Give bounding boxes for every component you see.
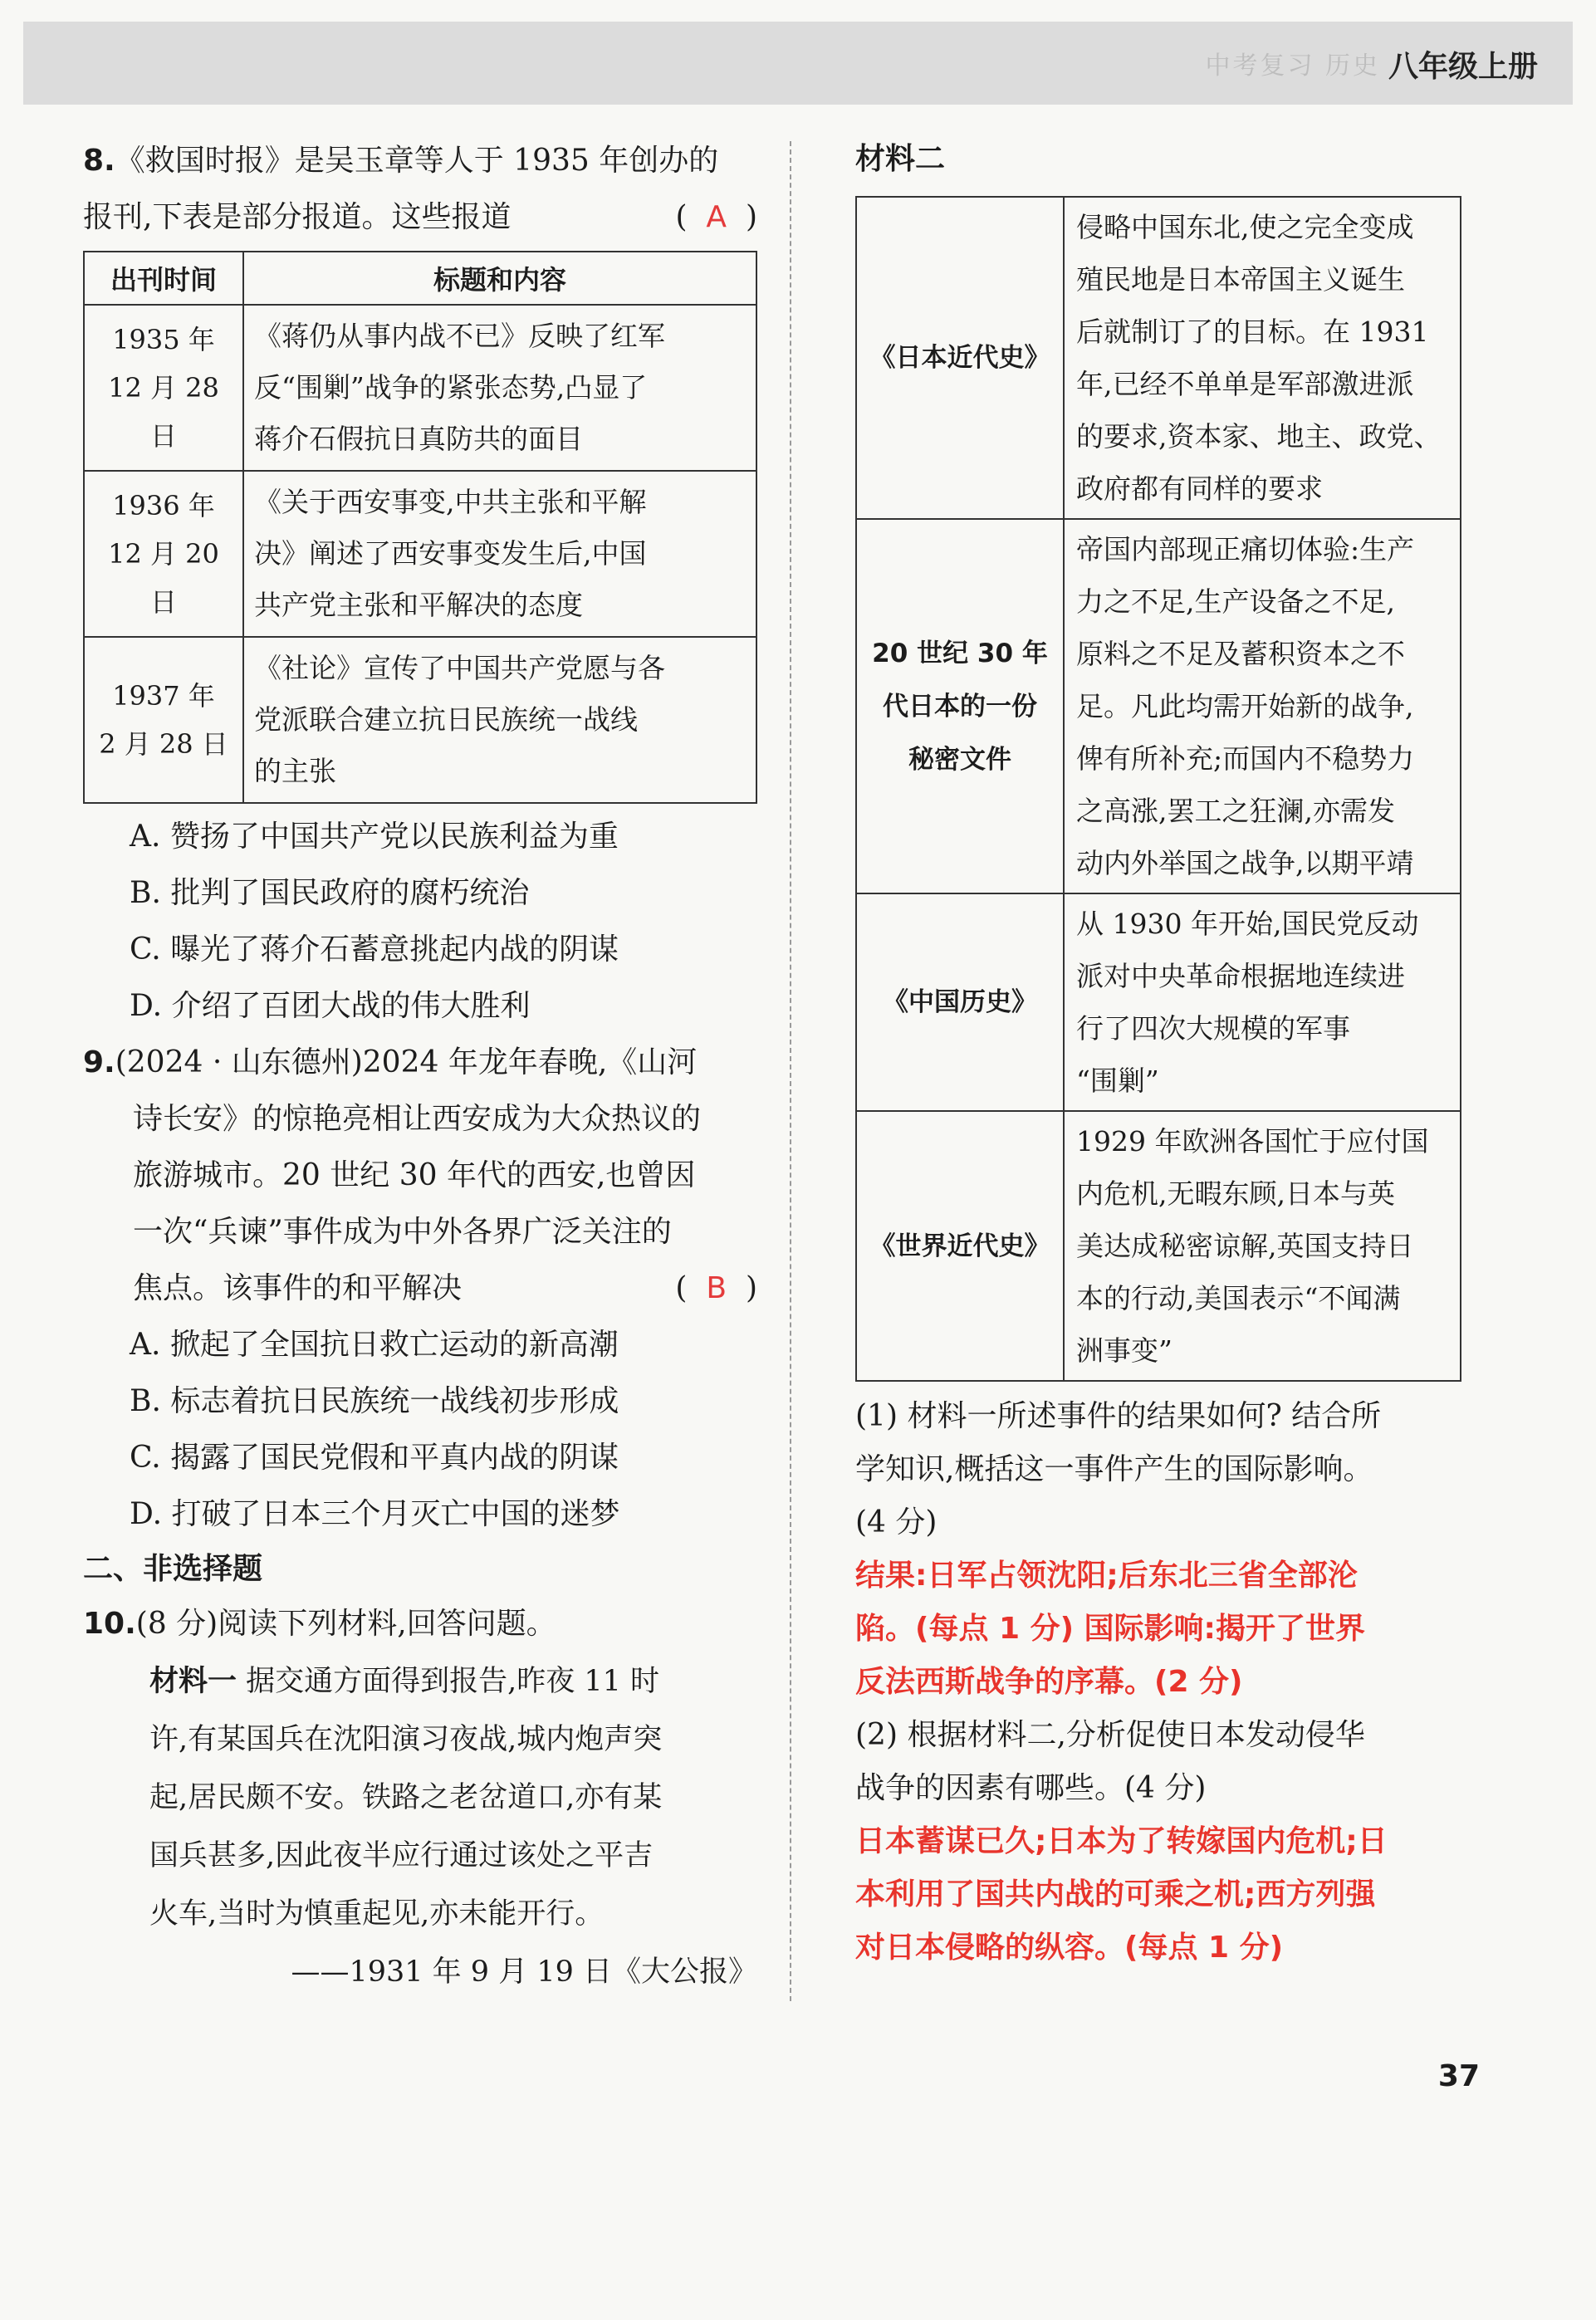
question-8 <box>83 133 757 1035</box>
table-header: 标题和内容 <box>243 252 756 305</box>
question-number: 8. <box>83 144 115 178</box>
answer-mark: A <box>706 200 727 234</box>
content-cell: 帝国内部现正痛切体验:生产 力之不足,生产设备之不足, 原料之不足及蓄积资本之不 足。凡此均需开始新的战争, 俾有所补充;而国内不稳势力 之高涨,罢工之狂澜,亦需发 动内外举国之战争,以期平靖 <box>1064 519 1461 893</box>
section-title: 二、非选择题 <box>83 1552 263 1586</box>
table-row <box>84 637 756 803</box>
source-cell: 《中国历史》 <box>856 893 1064 1111</box>
material-label: 材料一 <box>149 1665 237 1698</box>
header-title: 八年级上册 <box>1388 50 1538 84</box>
table-row <box>856 1111 1461 1381</box>
sub-question-2: (2) 根据材料二,分析促使日本发动侵华 战争的因素有哪些。(4 分) 日本蓄谋已久;日本为了转嫁国内危机;日 本利用了国共内战的可乘之机;西方列强 对日本侵略的纵容。(每点 1 分) <box>855 1709 1461 1975</box>
source-cell: 20 世纪 30 年 代日本的一份 秘密文件 <box>856 519 1064 893</box>
question-number: 9. <box>83 1045 115 1079</box>
answer-mark: B <box>706 1271 727 1305</box>
option-c: C. 揭露了国民党假和平真内战的阴谋 <box>130 1441 619 1475</box>
question-text: 《救国时报》是吴玉章等人于 1935 年创办的 <box>115 144 719 178</box>
table-row <box>856 197 1461 519</box>
answer-text: 日本蓄谋已久;日本为了转嫁国内危机;日 <box>855 1824 1388 1858</box>
option-a: A. 赞扬了中国共产党以民族利益为重 <box>130 820 619 854</box>
material-one: 材料一 据交通方面得到报告,昨夜 11 时 许,有某国兵在沈阳演习夜战,城内炮声突 起,居民颇不安。铁路之老岔道口,亦有某 国兵甚多,因此夜半应行通过该处之平吉 火车,当时为慎重起见,亦未能开行。 <box>149 1665 663 1931</box>
source-cell: 《日本近代史》 <box>856 197 1064 519</box>
option-c: C. 曝光了蒋介石蓄意挑起内战的阴谋 <box>130 932 619 967</box>
date-cell: 1937 年 2 月 28 日 <box>84 637 243 803</box>
table-header-row <box>84 252 756 305</box>
table-header: 出刊时间 <box>84 252 243 305</box>
content-cell: 《关于西安事变,中共主张和平解 决》阐述了西安事变发生后,中国 共产党主张和平解决的态度 <box>243 471 756 637</box>
page-number: 37 <box>1437 2059 1480 2093</box>
table-row <box>856 519 1461 893</box>
option-b: B. 批判了国民政府的腐朽统治 <box>130 876 530 910</box>
answer-text: 对日本侵略的纵容。(每点 1 分) <box>855 1931 1284 1965</box>
date-cell: 1935 年 12 月 28 日 <box>84 305 243 471</box>
table-row <box>84 471 756 637</box>
content-cell: 从 1930 年开始,国民党反动 派对中央革命根据地连续进 行了四次大规模的军事 “围剿” <box>1064 893 1461 1111</box>
option-b: B. 标志着抗日民族统一战线初步形成 <box>130 1384 619 1418</box>
option-d: D. 打破了日本三个月灭亡中国的迷梦 <box>130 1497 620 1531</box>
content-cell: 1929 年欧洲各国忙于应付国 内危机,无暇东顾,日本与英 美达成秘密谅解,英国支持日 本的行动,美国表示“不闻满 洲事变” <box>1064 1111 1461 1381</box>
question-9: 9.(2024 · 山东德州)2024 年龙年春晚,《山河 诗长安》的惊艳亮相让西安成为大众热议的 旅游城市。20 世纪 30 年代的西安,也曾因 一次“兵谏”事件成为中外各界广泛关注的 焦点。该事件的和平解决 ( B ) A. 掀起了全国抗日救亡运动的新高潮 B. 标志着抗日民族统一战线初步形成 C. 揭露了国民党假和平真内战的阴谋 D. 打破了日本三个月灭亡中国的迷梦 <box>83 1035 757 1543</box>
answer-text: 反法西斯战争的序幕。(2 分) <box>855 1665 1243 1699</box>
answer-bracket: ( B ) <box>675 1260 757 1317</box>
column-divider <box>790 141 791 2001</box>
table-row <box>84 305 756 471</box>
content-cell: 侵略中国东北,使之完全变成 殖民地是日本帝国主义诞生 后就制订了的目标。在 1931 年,已经不单单是军部激进派 的要求,资本家、地主、政党、 政府都有同样的要求 <box>1064 197 1461 519</box>
answer-text: 陷。(每点 1 分) 国际影响:揭开了世界 <box>855 1612 1365 1646</box>
question-10: 10.(8 分)阅读下列材料,回答问题。 材料一 据交通方面得到报告,昨夜 11 时 许,有某国兵在沈阳演习夜战,城内炮声突 起,居民颇不安。铁路之老岔道口,亦有某 国兵甚多,因此夜半应行通过该处之平吉 火车,当时为慎重起见,亦未能开行。 ——1931 年 9 月 19 日《大公报》 <box>83 1596 757 2001</box>
left-column <box>83 133 757 2001</box>
content-cell: 《社论》宣传了中国共产党愿与各 党派联合建立抗日民族统一战线 的主张 <box>243 637 756 803</box>
material-source: ——1931 年 9 月 19 日《大公报》 <box>291 1955 757 1989</box>
material-two-label: 材料二 <box>855 142 946 176</box>
question-number: 10. <box>83 1607 136 1641</box>
header-watermark: 中考复习 历史 <box>1205 51 1380 81</box>
sub-question-1: (1) 材料一所述事件的结果如何? 结合所 学知识,概括这一事件产生的国际影响。 (4 分) 结果:日军占领沈阳;后东北三省全部沦 陷。(每点 1 分) 国际影响:揭开了世界 反法西斯战争的序幕。(2 分) <box>855 1390 1461 1709</box>
date-cell: 1936 年 12 月 20 日 <box>84 471 243 637</box>
answer-text: 本利用了国共内战的可乘之机;西方列强 <box>855 1877 1376 1911</box>
content-cell: 《蒋仍从事内战不已》反映了红军 反“围剿”战争的紧张态势,凸显了 蒋介石假抗日真防共的面目 <box>243 305 756 471</box>
material-two-table <box>855 196 1461 1382</box>
report-table <box>83 251 757 804</box>
table-row <box>856 893 1461 1111</box>
option-d: D. 介绍了百团大战的伟大胜利 <box>130 989 531 1023</box>
answer-text: 结果:日军占领沈阳;后东北三省全部沦 <box>855 1559 1358 1593</box>
source-cell: 《世界近代史》 <box>856 1111 1064 1381</box>
right-column <box>855 133 1461 1975</box>
question-text: 报刊,下表是部分报道。这些报道 <box>83 200 512 234</box>
answer-bracket: ( A ) <box>675 189 757 246</box>
option-a: A. 掀起了全国抗日救亡运动的新高潮 <box>130 1328 619 1362</box>
